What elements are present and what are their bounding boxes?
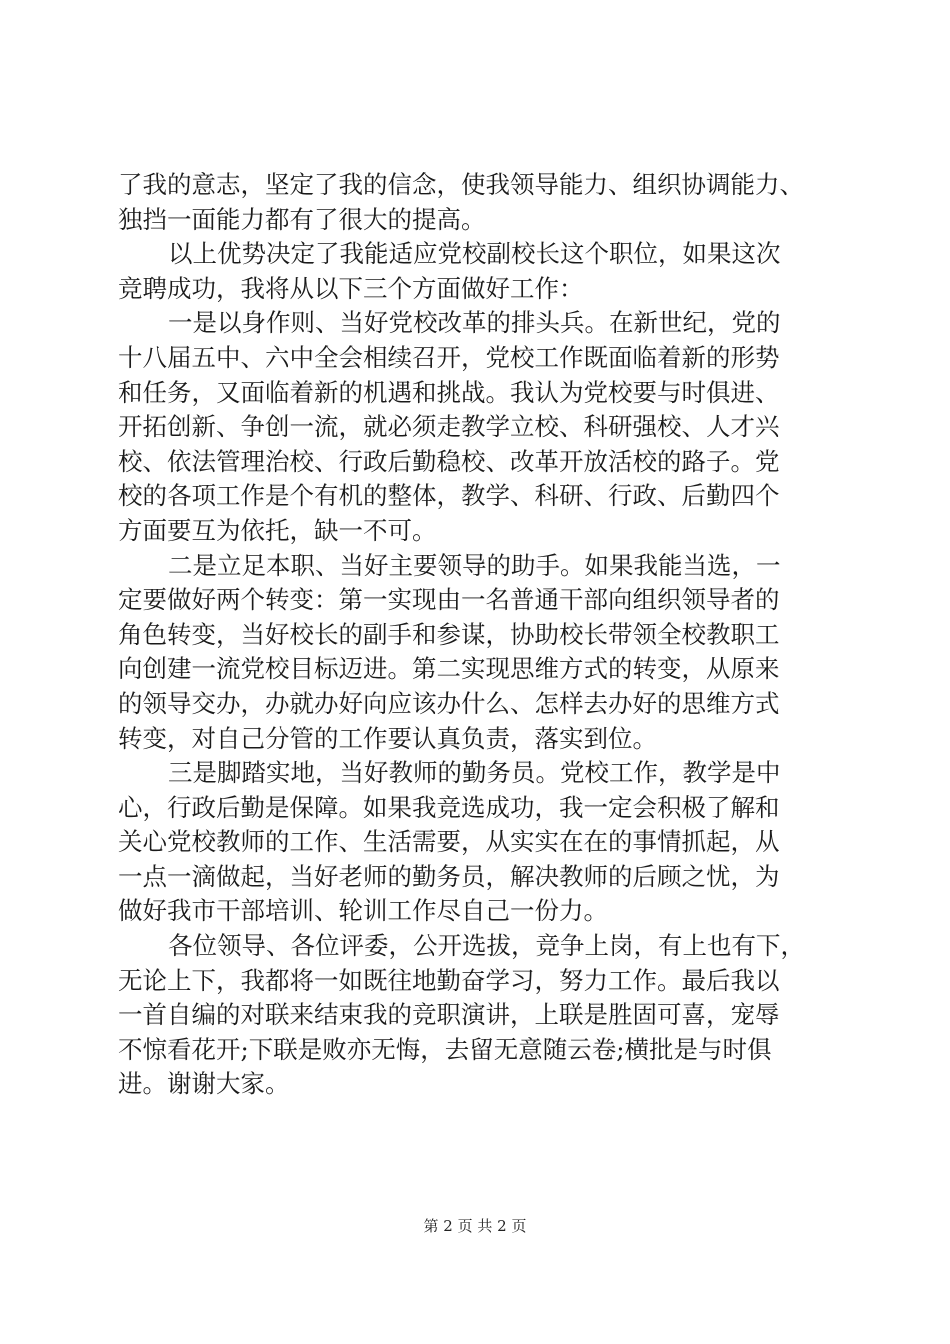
text-line: 无论上下，我都将一如既往地勤奋学习，努力工作。最后我以 [118,965,780,995]
text-line: 了我的意志，坚定了我的信念，使我领导能力、组织协调能力、 [118,170,804,199]
paragraph-start-line: 二是立足本职、当好主要领导的助手。如果我能当选，一 [168,550,781,580]
paragraph-start-line: 各位领导、各位评委，公开选拔，竞争上岗，有上也有下， [168,931,805,961]
text-line: 竞聘成功，我将从以下三个方面做好工作： [118,273,584,303]
text-line: 心，行政后勤是保障。如果我竞选成功，我一定会积极了解和 [118,792,780,822]
text-line: 角色转变，当好校长的副手和参谋，协助校长带领全校教职工 [118,619,780,649]
text-line: 向创建一流党校目标迈进。第二实现思维方式的转变，从原来 [118,654,780,684]
text-line: 关心党校教师的工作、生活需要，从实实在在的事情抓起，从 [118,827,780,857]
text-line: 开拓创新、争创一流，就必须走教学立校、科研强校、人才兴 [118,412,780,442]
text-line: 进。谢谢大家。 [118,1069,290,1099]
text-line: 十八届五中、六中全会相续召开，党校工作既面临着新的形势 [118,342,780,372]
text-line: 校的各项工作是个有机的整体，教学、科研、行政、后勤四个 [118,481,780,511]
text-line: 定要做好两个转变：第一实现由一名普通干部向组织领导者的 [118,585,780,615]
text-line: 不惊看花开;下联是败亦无悔，去留无意随云卷;横批是与时俱 [118,1034,772,1064]
paragraph-start-line: 一是以身作则、当好党校改革的排头兵。在新世纪，党的 [168,308,781,338]
text-line: 和任务，又面临着新的机遇和挑战。我认为党校要与时俱进、 [118,377,780,407]
paragraph-start-line: 以上优势决定了我能适应党校副校长这个职位，如果这次 [168,239,781,269]
text-line: 独挡一面能力都有了很大的提高。 [118,204,486,234]
text-line: 转变，对自己分管的工作要认真负责，落实到位。 [118,723,657,753]
text-line: 一首自编的对联来结束我的竞职演讲，上联是胜固可喜，宠辱 [118,1000,780,1030]
text-line: 一点一滴做起，当好老师的勤务员，解决教师的后顾之忧，为 [118,861,780,891]
text-line: 的领导交办，办就办好向应该办什么、怎样去办好的思维方式 [118,688,780,718]
paragraph-start-line: 三是脚踏实地，当好教师的勤务员。党校工作，教学是中 [168,758,781,788]
body-text [118,168,834,1102]
text-line: 方面要互为依托，缺一不可。 [118,515,437,545]
text-line: 做好我市干部培训、轮训工作尽自己一份力。 [118,896,608,926]
page-number-footer: 第 2 页 共 2 页 [423,1217,527,1235]
text-line: 校、依法管理治校、行政后勤稳校、改革开放活校的路子。党 [118,446,780,476]
